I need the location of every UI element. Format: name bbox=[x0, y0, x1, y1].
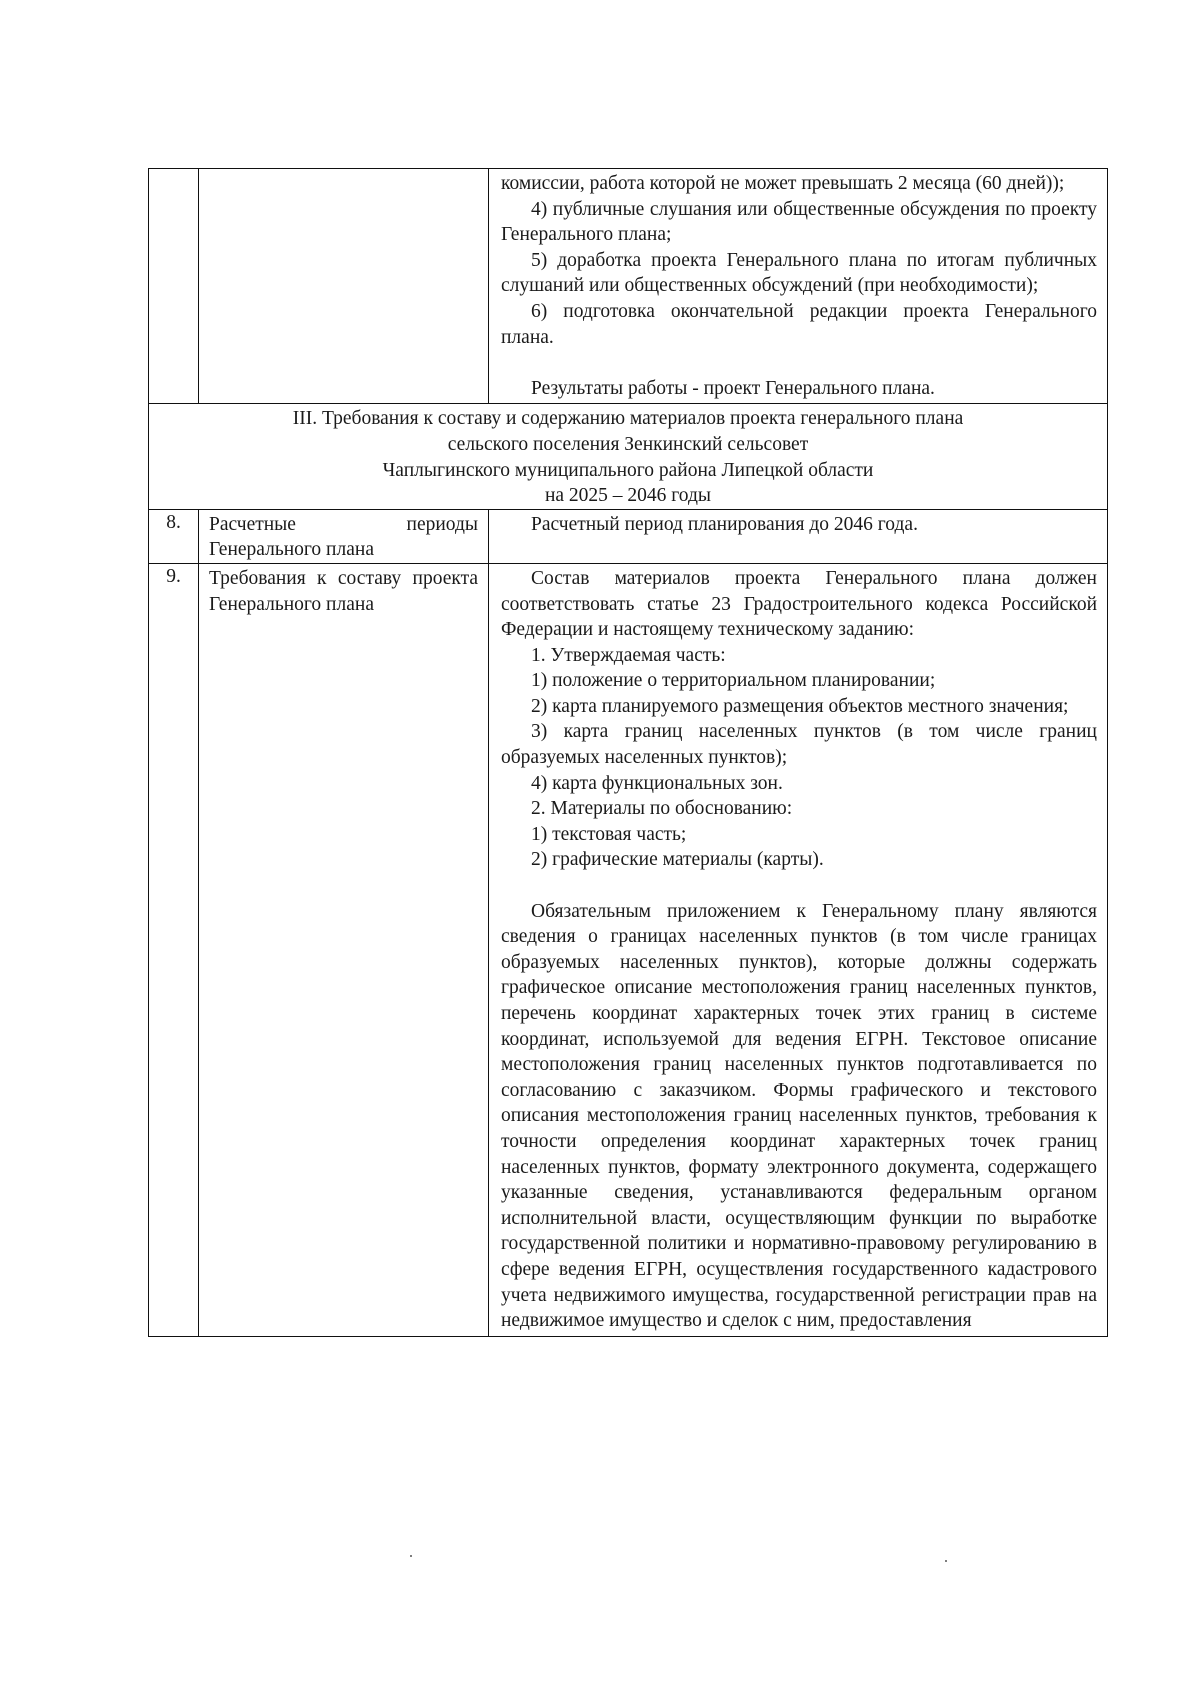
row-content-cell bbox=[489, 169, 1108, 404]
paragraph: 5) доработка проекта Генерального плана по итогам публичных слушаний или общественных обсуждений (при необходимости); bbox=[501, 249, 1097, 297]
table-row-continuation bbox=[149, 169, 1108, 404]
paragraph: комиссии, работа которой не может превышать 2 месяца (60 дней)); bbox=[501, 173, 1065, 194]
list-item: 4) карта функциональных зон. bbox=[531, 772, 783, 794]
scan-speck bbox=[945, 1560, 947, 1562]
table-row-8 bbox=[149, 509, 1108, 563]
list-item: 1) текстовая часть; bbox=[531, 823, 687, 845]
row-label-cell bbox=[199, 169, 489, 404]
row-number: 8. bbox=[149, 509, 199, 563]
list-item: 1. Утверждаемая часть: bbox=[531, 644, 726, 666]
paragraph: Состав материалов проекта Генерального плана должен соответствовать статье 23 Градостроительного кодекса Российской Федерации и настоящему техническому заданию: bbox=[501, 567, 1097, 641]
row-content-cell bbox=[489, 563, 1108, 1336]
section-title-line: Чаплыгинского муниципального района Липецкой области bbox=[382, 459, 874, 481]
row-number: 9. bbox=[149, 563, 199, 1336]
list-item: 2) графические материалы (карты). bbox=[531, 849, 824, 871]
table-row-9 bbox=[149, 563, 1108, 1336]
row-content-cell bbox=[489, 509, 1108, 563]
row-label: Требования к составу проекта Генерального плана bbox=[199, 563, 489, 1336]
row-label: Расчетные периоды Генерального плана bbox=[199, 509, 489, 563]
requirements-table bbox=[148, 168, 1108, 1337]
list-item: 2. Материалы по обоснованию: bbox=[531, 798, 793, 820]
list-item: 3) карта границ населенных пунктов (в том числе границ образуемых населенных пунктов); bbox=[501, 721, 1097, 769]
list-item: 1) положение о территориальном планировании; bbox=[531, 670, 936, 692]
list-item: 2) карта планируемого размещения объектов местного значения; bbox=[531, 695, 1069, 717]
paragraph: 6) подготовка окончательной редакции проекта Генерального плана. bbox=[501, 300, 1097, 348]
section-header-row bbox=[149, 404, 1108, 509]
section-title-line: III. Требования к составу и содержанию материалов проекта генерального плана bbox=[292, 408, 964, 430]
section-title bbox=[149, 404, 1108, 509]
paragraph: Расчетный период планирования до 2046 года. bbox=[531, 513, 918, 535]
row-number-cell bbox=[149, 169, 199, 404]
result-paragraph: Результаты работы - проект Генерального плана. bbox=[531, 377, 935, 399]
section-title-line: сельского поселения Зенкинский сельсовет bbox=[447, 433, 809, 455]
section-title-line: на 2025 – 2046 годы bbox=[544, 485, 712, 507]
scan-speck bbox=[410, 1555, 412, 1557]
paragraph: Обязательным приложением к Генеральному плану являются сведения о границах населенных пунктов (в том числе границах образуемых населенных пунктов), которые должны содержать графическое описание местоположения границ населенных пунктов, перечень координат характерных точек этих границ в системе координат, используемой для ведения ЕГРН. Текстовое описание местоположения границ населенных пунктов подготавливается по согласованию с заказчиком. Формы графического и текстового описания местоположения границ населенных пунктов, требования к точности определения координат характерных точек границ населенных пунктов, формату электронного документа, содержащего указанные сведения, устанавливаются федеральным органом исполнительной власти, осуществляющим функции по выработке государственной политики и нормативно-правовому регулированию в сфере ведения ЕГРН, осуществления государственного кадастрового учета недвижимого имущества, государственной регистрации прав на недвижимое имущество и сделок с ним, предоставления bbox=[501, 900, 1097, 1332]
paragraph: 4) публичные слушания или общественные обсуждения по проекту Генерального плана; bbox=[501, 198, 1097, 246]
